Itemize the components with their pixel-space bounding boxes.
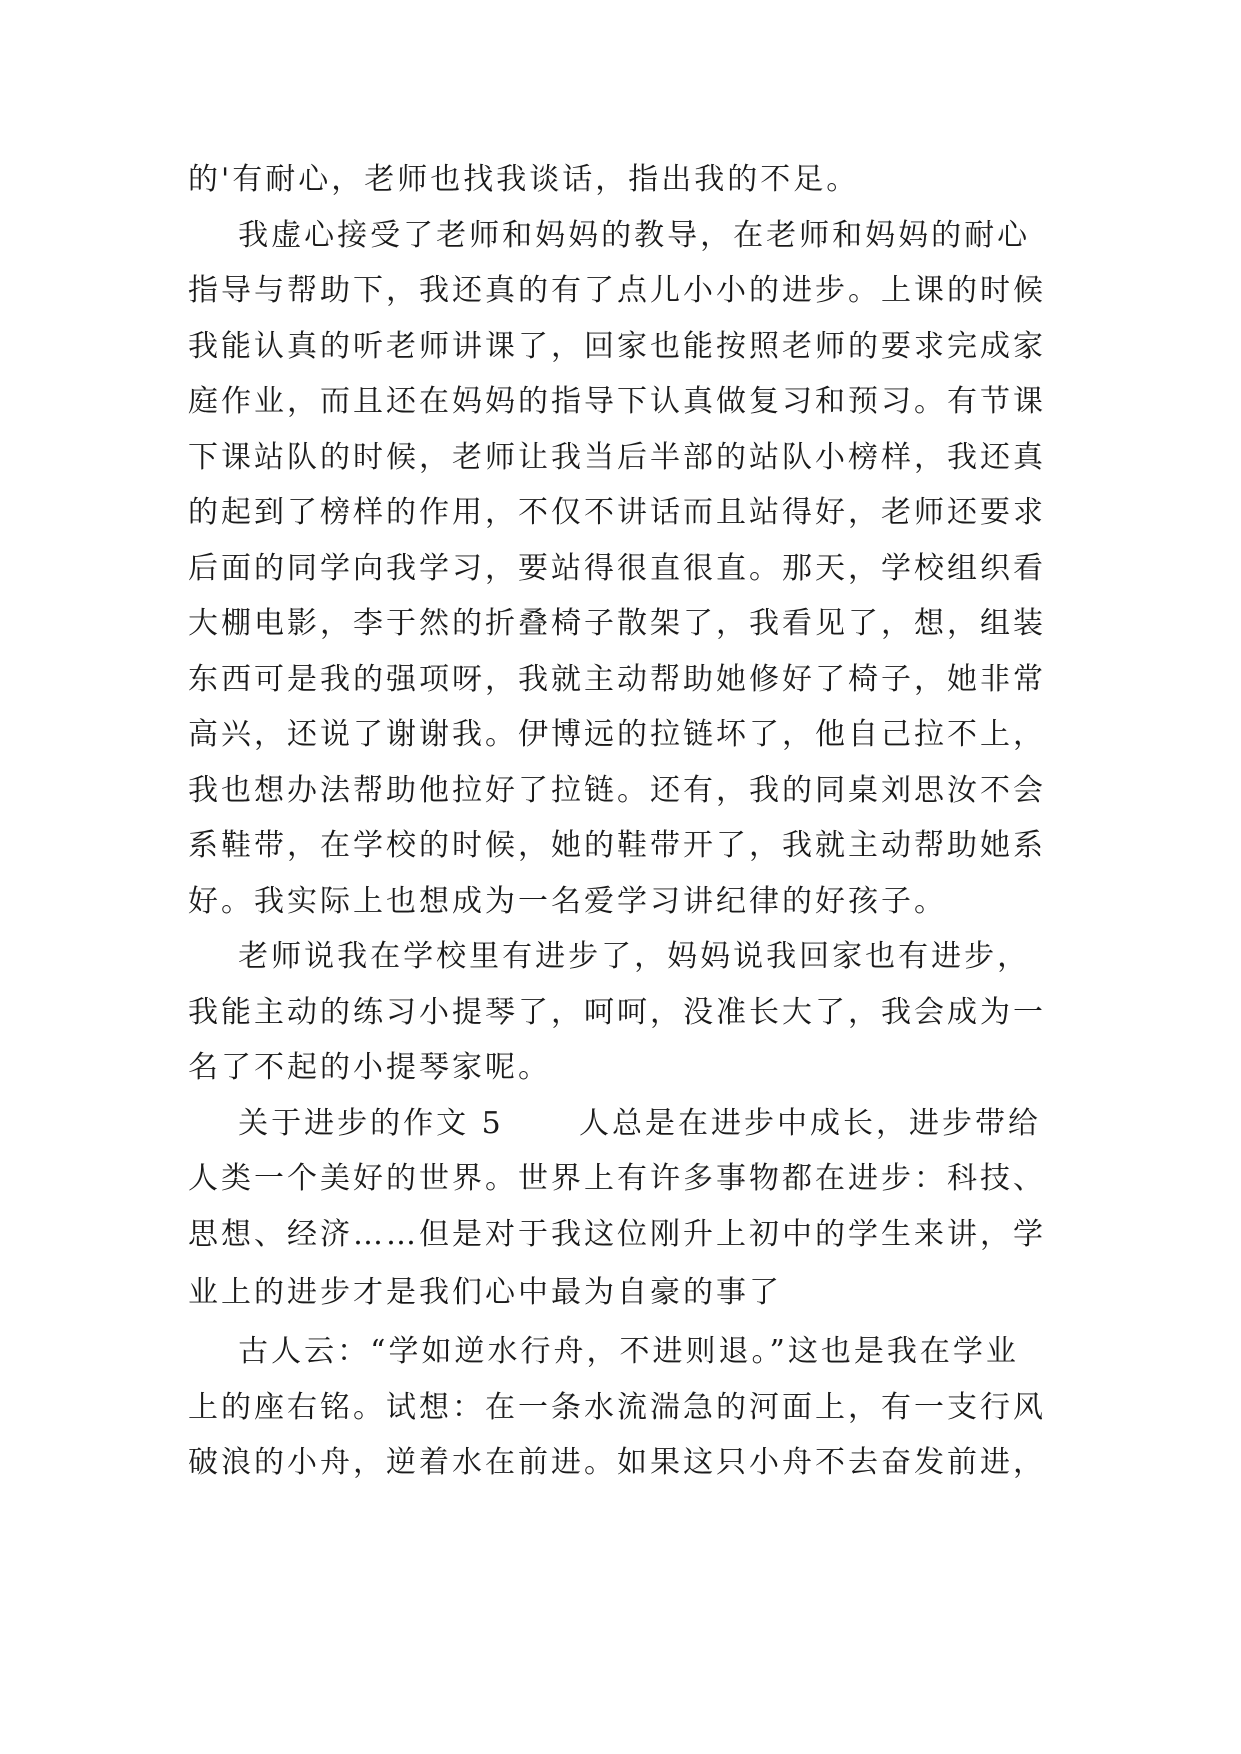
text-line: 我能主动的练习小提琴了，呵呵，没准长大了，我会成为一 xyxy=(188,994,1046,1030)
text-line: 古人云：“学如逆水行舟，不进则退。”这也是我在学业 xyxy=(188,1334,1019,1369)
text-line: 老师说我在学校里有进步了，妈妈说我回家也有进步， xyxy=(188,939,1031,974)
text-line: 破浪的小舟，逆着水在前进。如果这只小舟不去奋发前进， xyxy=(188,1445,1046,1480)
text-line: 上的座右铭。试想：在一条水流湍急的河面上，有一支行风 xyxy=(188,1389,1046,1425)
text-line: 我也想办法帮助他拉好了拉链。还有，我的同桌刘思汝不会 xyxy=(188,772,1046,808)
text-line: 业上的进步才是我们心中最为自豪的事了 xyxy=(188,1275,782,1310)
text-line: 东西可是我的强项呀，我就主动帮助她修好了椅子，她非常 xyxy=(188,661,1046,697)
text-line: 下课站队的时候，老师让我当后半部的站队小榜样，我还真 xyxy=(188,439,1046,475)
text-line: 我虚心接受了老师和妈妈的教导，在老师和妈妈的耐心 xyxy=(188,217,1031,253)
text-line: 高兴，还说了谢谢我。伊博远的拉链坏了，他自己拉不上， xyxy=(188,717,1046,752)
text-line: 好。我实际上也想成为一名爱学习讲纪律的好孩子。 xyxy=(188,883,947,919)
text-line: 思想、经济……但是对于我这位刚升上初中的学生来讲，学 xyxy=(188,1216,1046,1252)
text-line: 系鞋带，在学校的时候，她的鞋带开了，我就主动帮助她系 xyxy=(188,828,1046,863)
text-line: 我能认真的听老师讲课了，回家也能按照老师的要求完成家 xyxy=(188,328,1046,364)
text-line: 庭作业，而且还在妈妈的指导下认真做复习和预习。有节课 xyxy=(188,384,1046,419)
text-line: 大棚电影，李于然的折叠椅子散架了，我看见了，想，组装 xyxy=(188,606,1046,641)
text-line: 指导与帮助下，我还真的有了点儿小小的进步。上课的时候 xyxy=(188,273,1046,308)
body-text xyxy=(188,152,1068,1491)
text-line: 的起到了榜样的作用，不仅不讲话而且站得好，老师还要求 xyxy=(188,495,1046,530)
text-line: 关于进步的作文 5 人总是在进步中成长，进步带给 xyxy=(188,1105,1041,1141)
text-line: 后面的同学向我学习，要站得很直很直。那天，学校组织看 xyxy=(188,550,1046,586)
text-line: 名了不起的小提琴家呢。 xyxy=(188,1050,551,1085)
text-line: 的'有耐心，老师也找我谈话，指出我的不足。 xyxy=(188,162,860,197)
text-line: 人类一个美好的世界。世界上有许多事物都在进步：科技、 xyxy=(188,1161,1046,1196)
